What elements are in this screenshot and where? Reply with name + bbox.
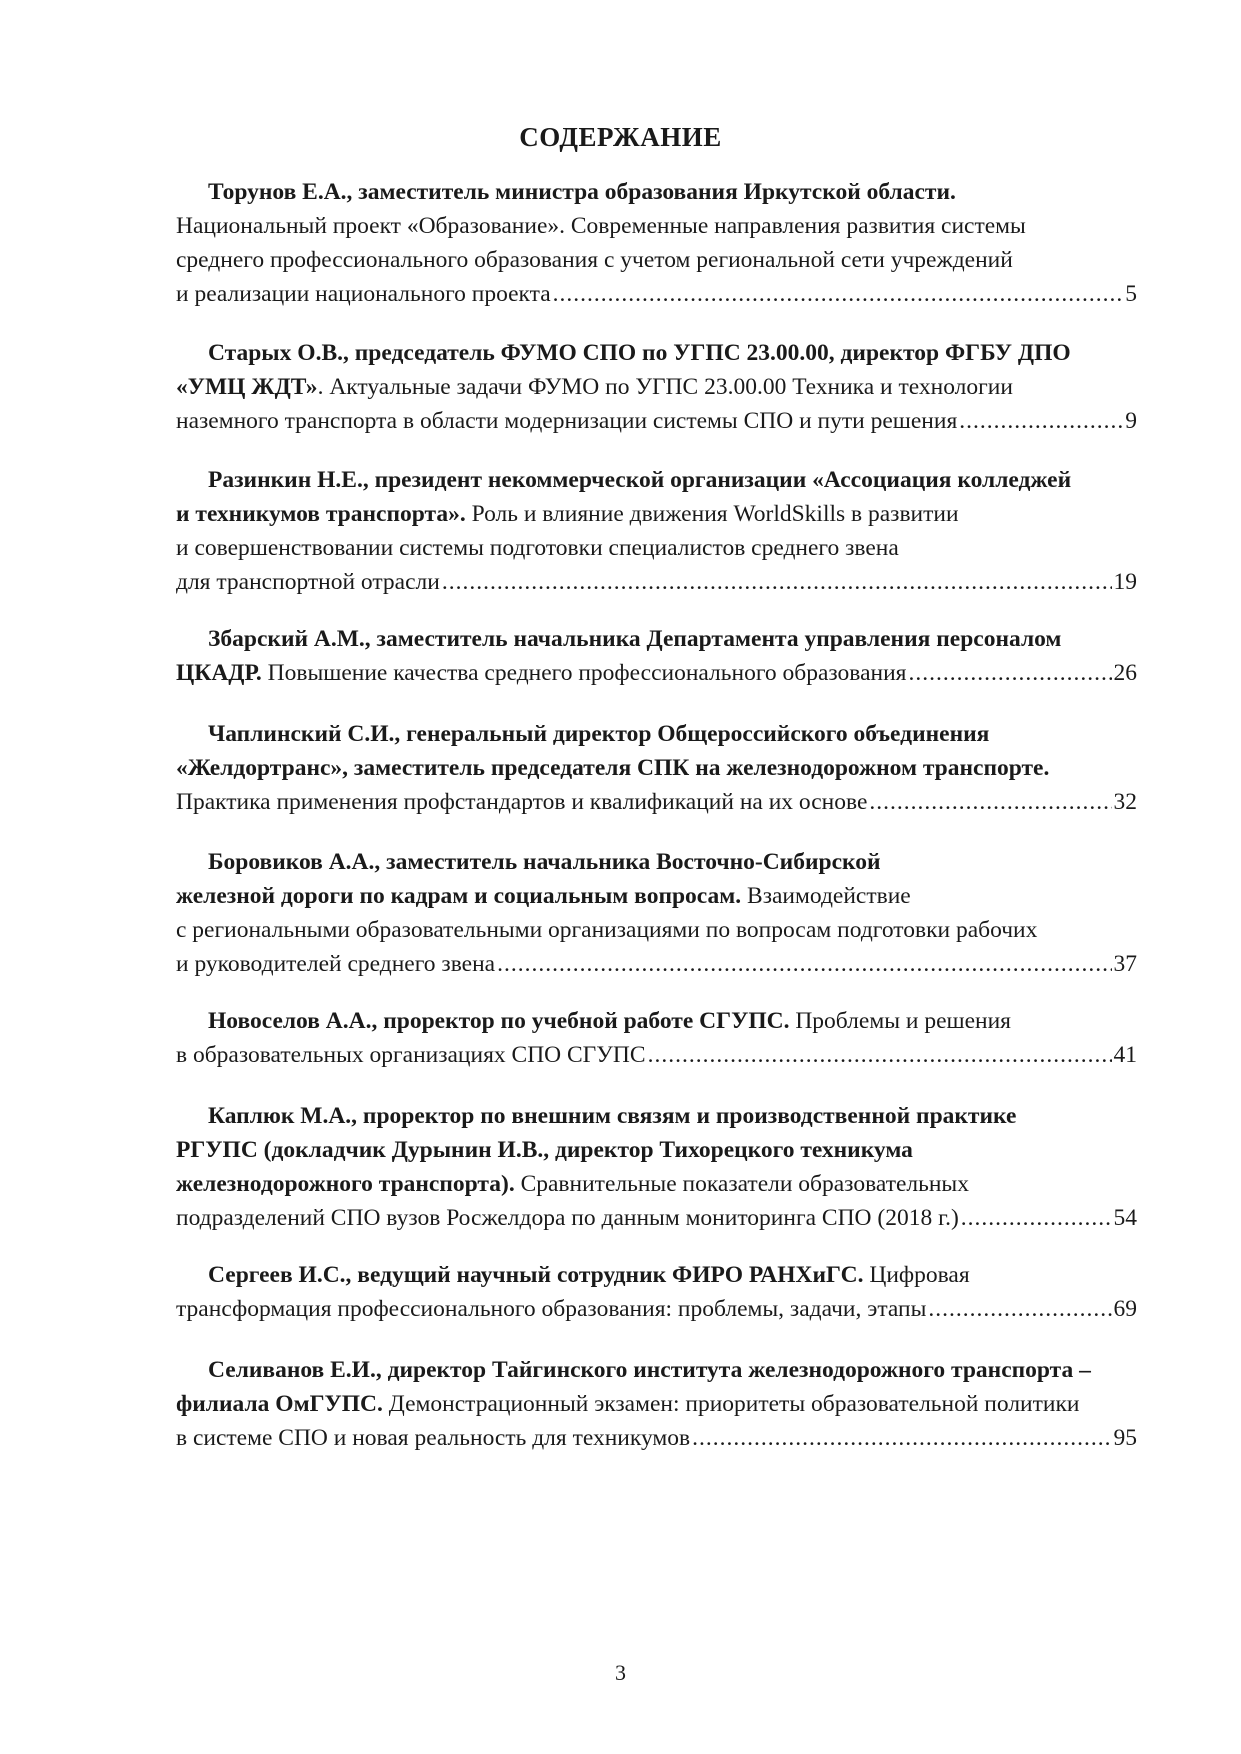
toc-entry-text <box>208 340 1071 366</box>
toc-page-number: 32 <box>1113 789 1137 815</box>
toc-entry-text <box>208 1357 1091 1383</box>
toc-entry[interactable] <box>176 1004 1137 1072</box>
toc-entry[interactable] <box>176 622 1137 690</box>
toc-page-number: 37 <box>1113 951 1137 977</box>
toc-entry[interactable] <box>176 463 1137 599</box>
toc-leader-dots <box>928 1292 1111 1326</box>
toc-entry-heading-line <box>176 1258 1137 1292</box>
toc-title-text: для транспортной отрасли <box>176 569 440 595</box>
toc-author: «Желдортранс», заместитель председателя СПК на железнодорожном транспорте. <box>176 755 1050 781</box>
toc-entry-line <box>176 913 1137 947</box>
toc-entry-line <box>176 656 1137 690</box>
toc-leader-dots <box>553 277 1124 311</box>
toc-title-text: и руководителей среднего звена <box>176 951 496 977</box>
toc-author: Старых О.В., председатель ФУМО СПО по УГПС 23.00.00, директор ФГБУ ДПО <box>208 340 1071 366</box>
toc-author: Сергеев И.С., ведущий научный сотрудник ФИРО РАНХиГС. <box>208 1262 864 1288</box>
toc-entry-text <box>176 947 495 981</box>
toc-entry-heading-line <box>176 1353 1137 1387</box>
toc-entry-text <box>208 1262 970 1288</box>
toc-entry-text <box>176 785 867 819</box>
toc-entry-line <box>176 879 1137 913</box>
toc-entry-text <box>176 883 911 909</box>
toc-entry-text <box>176 1038 646 1072</box>
toc-entry-line <box>176 947 1137 981</box>
toc-entry-text <box>176 1421 690 1455</box>
toc-entry-heading-line <box>176 622 1137 656</box>
toc-title-text: Проблемы и решения <box>789 1008 1011 1034</box>
toc-entry-line <box>176 1292 1137 1326</box>
toc-page-number: 26 <box>1113 660 1137 686</box>
toc-entry-text <box>176 917 1037 943</box>
page-title: СОДЕРЖАНИЕ <box>519 122 722 152</box>
toc-entry-text <box>176 1137 913 1163</box>
toc-entry-text <box>176 247 1013 273</box>
toc-title-text: в системе СПО и новая реальность для техникумов <box>176 1425 691 1451</box>
toc-page-number: 54 <box>1113 1205 1137 1231</box>
toc-author: Новоселов А.А., проректор по учебной работе СГУПС. <box>208 1008 790 1034</box>
toc-entry-heading-line <box>176 845 1137 879</box>
toc-entry-text <box>176 277 551 311</box>
toc-entry[interactable] <box>176 845 1137 981</box>
toc-author: железной дороги по кадрам и социальным вопросам. <box>176 883 742 909</box>
toc-page-number: 19 <box>1113 569 1137 595</box>
toc-author: Разинкин Н.Е., президент некоммерческой организации «Ассоциация колледжей <box>208 467 1072 493</box>
toc-entry-line <box>176 1387 1137 1421</box>
toc-entry-line <box>176 531 1137 565</box>
toc-entry-text <box>208 849 881 875</box>
toc-entry-line <box>176 497 1137 531</box>
toc-entry-text <box>176 565 440 599</box>
toc-author: филиала ОмГУПС. <box>176 1391 383 1417</box>
toc-author: РГУПС (докладчик Дурынин И.В., директор Тихорецкого техникума <box>176 1137 913 1163</box>
toc-entry[interactable] <box>176 1353 1137 1455</box>
toc-author: «УМЦ ЖДТ» <box>176 374 318 400</box>
toc-entry-text <box>176 535 899 561</box>
toc-entry-line <box>176 404 1137 438</box>
toc-author: ЦКАДР. <box>176 660 262 686</box>
toc-entry-heading-line <box>176 463 1137 497</box>
toc-title-text: Взаимодействие <box>741 883 911 909</box>
toc-entry-line <box>176 209 1137 243</box>
toc-entry-text <box>208 1008 1011 1034</box>
toc-leader-dots <box>648 1038 1112 1072</box>
toc-entry-line <box>176 277 1137 311</box>
toc-title-text: и реализации национального проекта <box>176 281 551 307</box>
toc-page-number: 5 <box>1125 281 1137 307</box>
toc-author: Торунов Е.А., заместитель министра образования Иркутской области. <box>208 179 956 205</box>
toc-entry[interactable] <box>176 1258 1137 1326</box>
toc-page-number: 69 <box>1113 1296 1137 1322</box>
toc-title-text: . Актуальные задачи ФУМО по УГПС 23.00.00 Техника и технологии <box>317 374 1013 400</box>
toc-title-text: и совершенствовании системы подготовки специалистов среднего звена <box>176 535 899 561</box>
toc-entry-line <box>176 370 1137 404</box>
toc-entry-heading-line <box>176 1099 1137 1133</box>
toc-leader-dots <box>692 1421 1111 1455</box>
toc-entry-line <box>176 1421 1137 1455</box>
toc-title-text: подразделений СПО вузов Росжелдора по данным мониторинга СПО (2018 г.) <box>176 1205 959 1231</box>
toc-entry-text <box>176 374 1013 400</box>
toc-entry-line <box>176 1038 1137 1072</box>
toc-leader-dots <box>497 947 1111 981</box>
toc-entry[interactable] <box>176 336 1137 438</box>
toc-title-text: Повышение качества среднего профессионального образования <box>261 660 907 686</box>
toc-leader-dots <box>869 785 1111 819</box>
toc-page-number: 95 <box>1113 1425 1137 1451</box>
toc-page-number: 41 <box>1113 1042 1137 1068</box>
toc-entry-text <box>176 404 957 438</box>
toc-entry-heading-line <box>176 175 1137 209</box>
toc-entry-text <box>208 179 956 205</box>
toc-entry[interactable] <box>176 1099 1137 1235</box>
toc-entry-text <box>208 467 1071 493</box>
toc-author: и техникумов транспорта». <box>176 501 466 527</box>
toc-leader-dots <box>442 565 1112 599</box>
toc-entry-line <box>176 1167 1137 1201</box>
toc-author: Каплюк М.А., проректор по внешним связям и производственной практике <box>208 1103 1017 1129</box>
toc-author: Боровиков А.А., заместитель начальника Восточно-Сибирской <box>208 849 881 875</box>
toc-entry-text <box>208 1103 1016 1129</box>
toc-entry-line <box>176 1133 1137 1167</box>
toc-entry-text <box>176 501 959 527</box>
toc-entry-text <box>176 1292 926 1326</box>
toc-entry-text <box>176 1171 969 1197</box>
toc-entry-text <box>176 1391 1079 1417</box>
toc-title-text: в образовательных организациях СПО СГУПС <box>176 1042 646 1068</box>
toc-entry-text <box>176 213 1026 239</box>
toc-title-text: Сравнительные показатели образовательных <box>514 1171 969 1197</box>
toc-title-text: трансформация профессионального образования: проблемы, задачи, этапы <box>176 1296 927 1322</box>
toc-leader-dots <box>908 656 1111 690</box>
toc-entry-line <box>176 751 1137 785</box>
toc-entry-text <box>176 755 1049 781</box>
toc-title-text: Практика применения профстандартов и квалификаций на их основе <box>176 789 868 815</box>
toc-title-text: наземного транспорта в области модернизации системы СПО и пути решения <box>176 408 958 434</box>
toc-entry-text <box>176 1201 959 1235</box>
toc-entry[interactable] <box>176 175 1137 311</box>
toc-entry-line <box>176 1201 1137 1235</box>
toc-author: Чаплинский С.И., генеральный директор Общероссийского объединения <box>208 721 990 747</box>
toc-title-text: с региональными образовательными организациями по вопросам подготовки рабочих <box>176 917 1038 943</box>
toc-author: Селиванов Е.И., директор Тайгинского института железнодорожного транспорта – <box>208 1357 1091 1383</box>
toc-author: железнодорожного транспорта). <box>176 1171 515 1197</box>
toc-title-text: среднего профессионального образования с учетом региональной сети учреждений <box>176 247 1013 273</box>
page-number: 3 <box>615 1660 626 1685</box>
toc-entry-line <box>176 243 1137 277</box>
toc-entry-text <box>176 656 906 690</box>
toc-entry-text <box>208 721 989 747</box>
toc-entry[interactable] <box>176 717 1137 819</box>
toc-entry-text <box>208 626 1061 652</box>
toc-entry-heading-line <box>176 1004 1137 1038</box>
toc-entry-line <box>176 565 1137 599</box>
toc-leader-dots <box>959 404 1123 438</box>
toc-entry-heading-line <box>176 717 1137 751</box>
toc-title-text: Демонстрационный экзамен: приоритеты образовательной политики <box>382 1391 1080 1417</box>
toc-title-text: Цифровая <box>863 1262 970 1288</box>
toc-leader-dots <box>961 1201 1112 1235</box>
toc-page-number: 9 <box>1125 408 1137 434</box>
toc-author: Збарский А.М., заместитель начальника Департамента управления персоналом <box>208 626 1062 652</box>
toc-title-text: Национальный проект «Образование». Современные направления развития системы <box>176 213 1026 239</box>
toc-entry-line <box>176 785 1137 819</box>
toc-title-text: Роль и влияние движения WorldSkills в развитии <box>465 501 959 527</box>
toc-entry-heading-line <box>176 336 1137 370</box>
